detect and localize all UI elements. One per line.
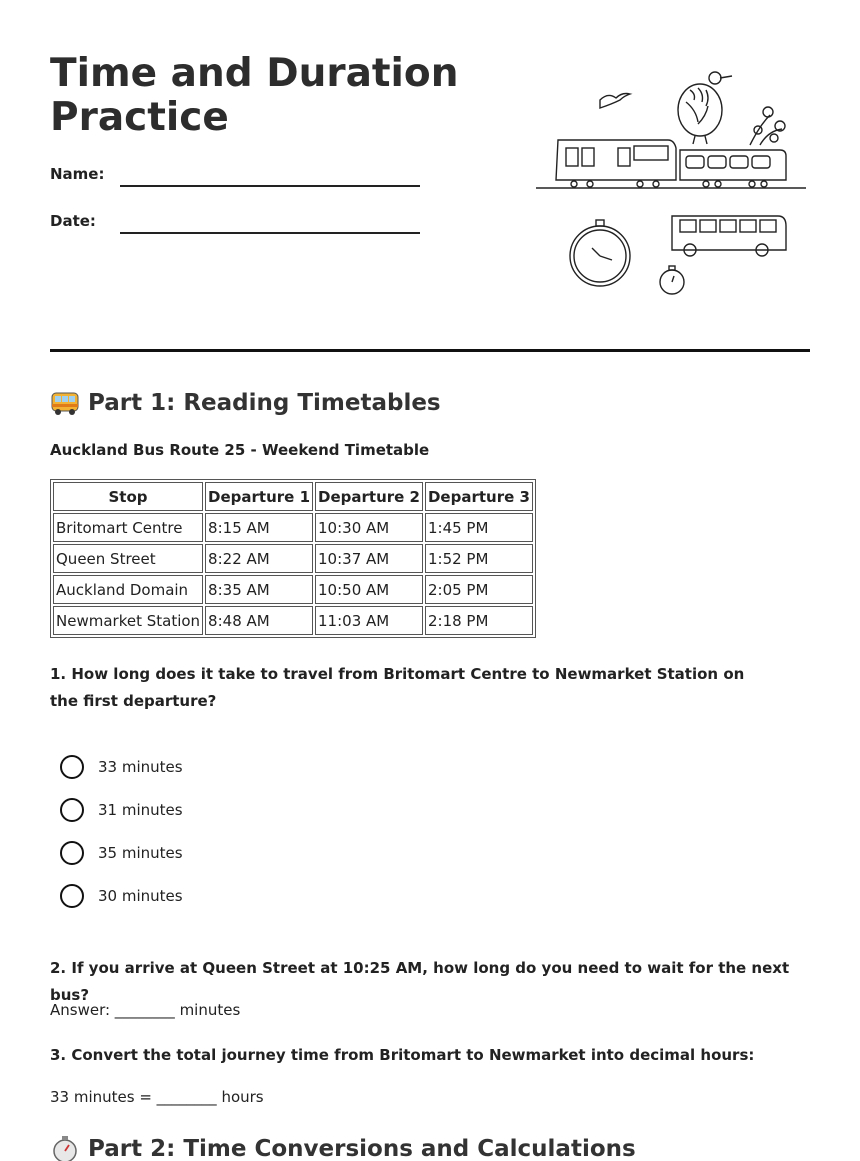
option-label: 35 minutes (98, 844, 183, 862)
table-cell: 8:48 AM (205, 606, 313, 635)
table-row (53, 606, 533, 635)
table-cell: 10:37 AM (315, 544, 423, 573)
radio-button[interactable] (60, 884, 84, 908)
q1-option-c[interactable] (60, 840, 183, 866)
page-title: Time and Duration Practice (50, 51, 459, 140)
train-icon (536, 140, 806, 188)
option-label: 30 minutes (98, 887, 183, 905)
radio-button[interactable] (60, 841, 84, 865)
q3-answer-line[interactable]: 33 minutes = ________ hours (50, 1088, 264, 1106)
radio-button[interactable] (60, 798, 84, 822)
question-2: 2. If you arrive at Queen Street at 10:25 AM, how long do you need to wait for the next bus? (50, 959, 790, 1004)
q1-option-a[interactable] (60, 754, 183, 780)
table-cell: Newmarket Station (53, 606, 203, 635)
clock-icon (570, 220, 630, 286)
column-header: Departure 2 (315, 482, 423, 511)
bus-emoji-icon (50, 389, 80, 417)
table-caption: Auckland Bus Route 25 - Weekend Timetable (50, 441, 430, 459)
q1-option-d[interactable] (60, 883, 183, 909)
table-cell: Auckland Domain (53, 575, 203, 604)
part1-heading-text: Part 1: Reading Timetables (88, 390, 441, 416)
header-illustration (530, 60, 820, 310)
table-cell: Queen Street (53, 544, 203, 573)
part1-heading (50, 389, 441, 417)
question-1: 1. How long does it take to travel from Britomart Centre to Newmarket Station on the first departure? (50, 665, 745, 710)
column-header: Departure 3 (425, 482, 533, 511)
seagull-icon (600, 94, 630, 109)
question-3: 3. Convert the total journey time from Britomart to Newmarket into decimal hours: (50, 1046, 755, 1064)
date-label: Date: (50, 212, 96, 230)
section-divider (50, 349, 810, 352)
table-cell: 10:30 AM (315, 513, 423, 542)
table-row (53, 544, 533, 573)
table-header-row (53, 482, 533, 511)
column-header: Departure 1 (205, 482, 313, 511)
table-cell: Britomart Centre (53, 513, 203, 542)
table-cell: 11:03 AM (315, 606, 423, 635)
table-cell: 10:50 AM (315, 575, 423, 604)
date-field (50, 212, 430, 236)
part2-heading (50, 1135, 636, 1161)
name-field (50, 165, 430, 189)
part2-heading-text: Part 2: Time Conversions and Calculations (88, 1136, 636, 1161)
table-cell: 2:18 PM (425, 606, 533, 635)
name-label: Name: (50, 165, 105, 183)
bus-timetable (50, 479, 536, 638)
table-row (53, 513, 533, 542)
table-cell: 8:22 AM (205, 544, 313, 573)
pohutukawa-flower-icon (750, 107, 785, 145)
bus-icon (672, 216, 786, 256)
option-label: 31 minutes (98, 801, 183, 819)
table-row (53, 575, 533, 604)
name-line[interactable] (120, 185, 420, 187)
radio-button[interactable] (60, 755, 84, 779)
date-line[interactable] (120, 232, 420, 234)
column-header: Stop (53, 482, 203, 511)
option-label: 33 minutes (98, 758, 183, 776)
q1-option-b[interactable] (60, 797, 183, 823)
table-cell: 8:15 AM (205, 513, 313, 542)
table-cell: 8:35 AM (205, 575, 313, 604)
table-cell: 1:45 PM (425, 513, 533, 542)
table-cell: 2:05 PM (425, 575, 533, 604)
stopwatch-emoji-icon (50, 1135, 80, 1161)
stopwatch-icon (660, 266, 684, 294)
table-cell: 1:52 PM (425, 544, 533, 573)
q2-answer-line[interactable]: Answer: ________ minutes (50, 1001, 241, 1019)
kiwi-bird-icon (678, 72, 732, 144)
